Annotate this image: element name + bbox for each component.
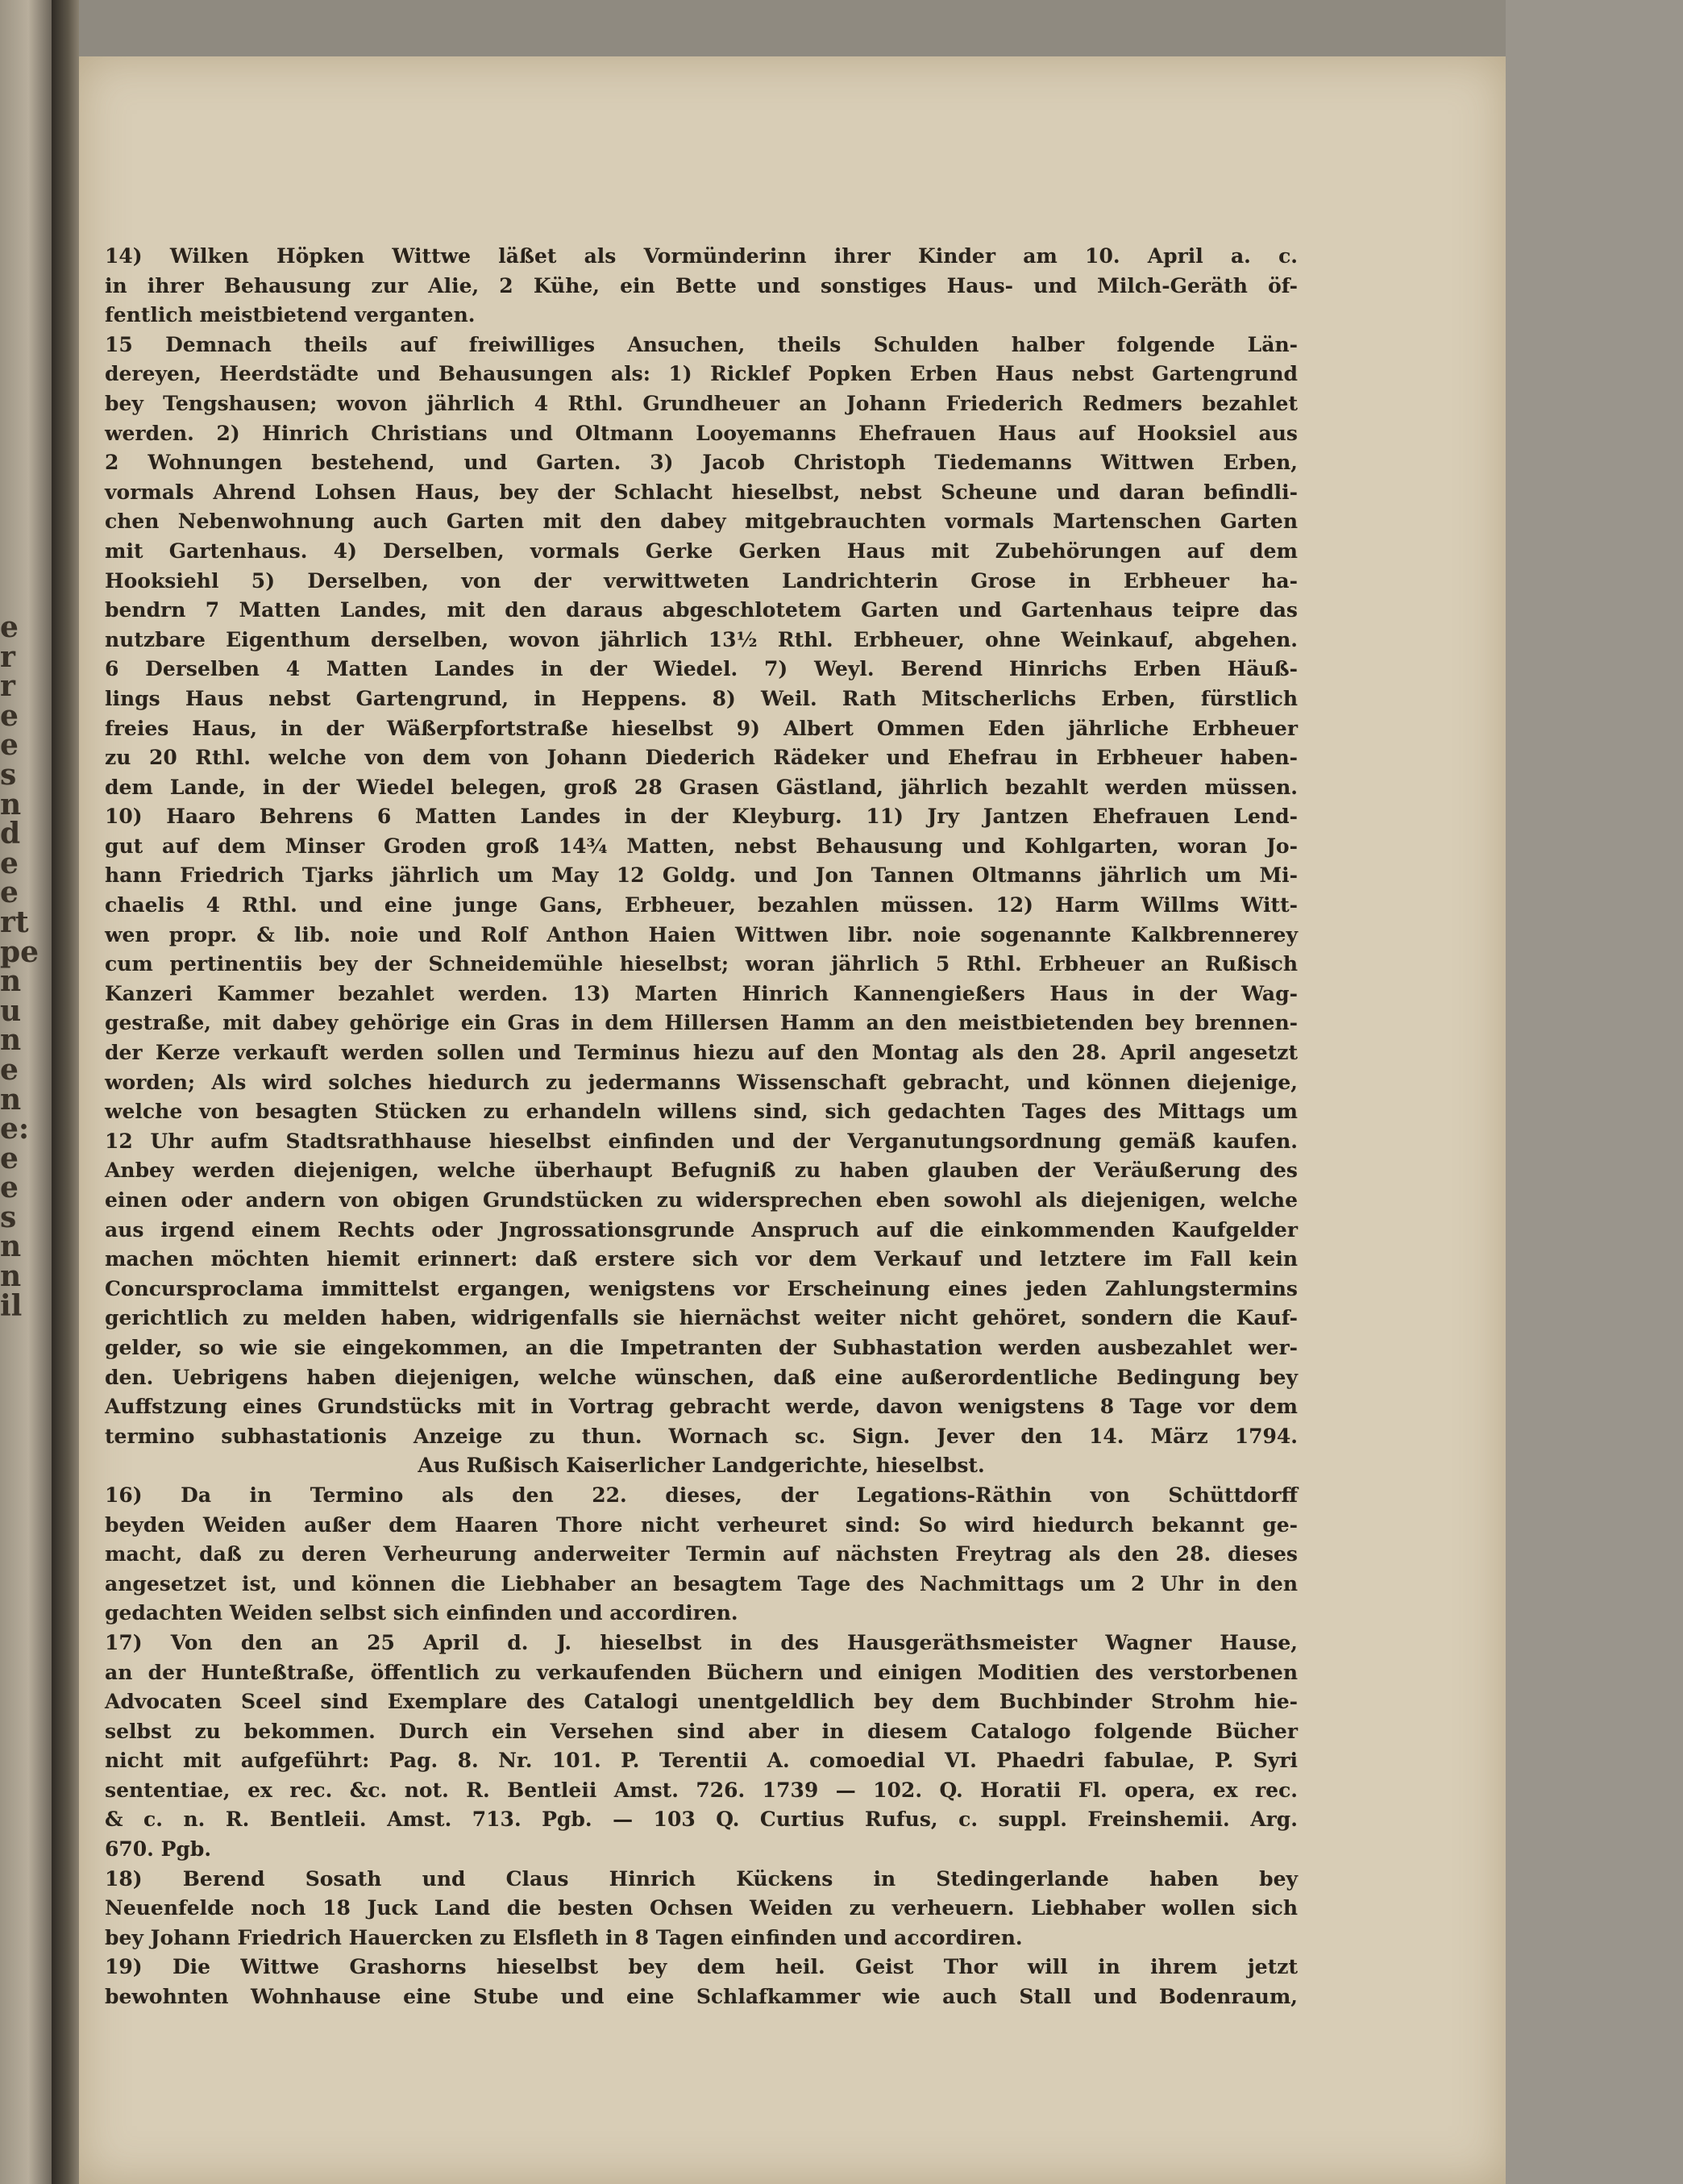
- text-line: 16) Da in Termino als den 22. dieses, der Legations-Räthin von Schüttdorff: [105, 1483, 1298, 1507]
- margin-fragment: e: [0, 1171, 19, 1205]
- text-line: 19) Die Wittwe Grashorns hieselbst bey dem heil. Geist Thor will in ihrem jetzt: [105, 1955, 1298, 1979]
- text-line: lings Haus nebst Gartengrund, in Heppens. 8) Weil. Rath Mitscherlichs Erben, fürstlich: [105, 686, 1298, 710]
- text-line: gestraße, mit dabey gehörige ein Gras in dem Hillersen Hamm an den meistbietenden bey brennen-: [105, 1011, 1298, 1035]
- margin-fragment: n: [0, 1082, 22, 1117]
- margin-fragment: n: [0, 964, 22, 999]
- text-line: einen oder andern von obigen Grundstücken zu widersprechen eben sowohl als diejenigen, welche: [105, 1188, 1298, 1212]
- text-line: 670. Pgb.: [105, 1837, 212, 1862]
- text-line: Concursproclama immittelst ergangen, wenigstens vor Erscheinung eines jeden Zahlungstermins: [105, 1276, 1298, 1300]
- text-line: beyden Weiden außer dem Haaren Thore nicht verheuret sind: So wird hiedurch bekannt ge-: [105, 1512, 1298, 1537]
- text-line: selbst zu bekommen. Durch ein Versehen sind aber in diesem Catalogo folgende Bücher: [105, 1719, 1298, 1743]
- text-line: den. Uebrigens haben diejenigen, welche wünschen, daß eine außerordentliche Bedingung bey: [105, 1365, 1298, 1389]
- text-line: 2 Wohnungen bestehend, und Garten. 3) Jacob Christoph Tiedemanns Wittwen Erben,: [105, 451, 1298, 475]
- text-line: Hooksiehl 5) Derselben, von der verwittweten Landrichterin Grose in Erbheuer ha-: [105, 568, 1298, 593]
- margin-fragment: r: [0, 639, 15, 674]
- margin-fragment: n: [0, 1023, 22, 1058]
- book-gutter: [52, 0, 79, 2184]
- margin-fragment: e: [0, 698, 19, 733]
- text-line: nicht mit aufgeführt: Pag. 8. Nr. 101. P. Terentii A. comoedial VI. Phaedri fabulae, P. Syri: [105, 1749, 1298, 1773]
- margin-fragment: rt: [0, 905, 29, 939]
- text-line: bendrn 7 Matten Landes, mit den daraus abgeschlotetem Garten und Gartenhaus teipre das: [105, 598, 1298, 622]
- text-line: aus irgend einem Rechts oder Jngrossationsgrunde Anspruch auf die einkommenden Kaufgelder: [105, 1217, 1298, 1242]
- margin-fragment: e:: [0, 1112, 30, 1146]
- margin-fragment: e: [0, 846, 19, 880]
- margin-fragment: u: [0, 993, 22, 1028]
- text-line: gut auf dem Minser Groden groß 14¾ Matten, nebst Behausung und Kohlgarten, woran Jo-: [105, 834, 1298, 858]
- text-line: 18) Berend Sosath und Claus Hinrich Kückens in Stedingerlande haben bey: [105, 1866, 1298, 1891]
- text-line: Auffstzung eines Grundstücks mit in Vortrag gebracht werde, davon wenigstens 8 Tage vor dem: [105, 1395, 1298, 1419]
- text-line: gerichtlich zu melden haben, widrigenfalls sie hiernächst weiter nicht gehöret, sondern die Kauf-: [105, 1306, 1298, 1330]
- text-line: nutzbare Eigenthum derselben, wovon jährlich 13½ Rthl. Erbheuer, ohne Weinkauf, abgehen.: [105, 627, 1298, 651]
- text-line: chaelis 4 Rthl. und eine junge Gans, Erbheuer, bezahlen müssen. 12) Harm Willms Witt-: [105, 893, 1298, 917]
- text-line: angesetzet ist, und können die Liebhaber an besagtem Tage des Nachmittags um 2 Uhr in den: [105, 1571, 1298, 1595]
- margin-fragment: s: [0, 1200, 17, 1234]
- text-line: termino subhastationis Anzeige zu thun. Wornach sc. Sign. Jever den 14. März 1794.: [105, 1424, 1298, 1448]
- text-line: bewohnten Wohnhause eine Stube und eine Schlafkammer wie auch Stall und Bodenraum,: [105, 1985, 1298, 2009]
- text-line: an der Hunteßtraße, öffentlich zu verkaufenden Büchern und einigen Moditien des verstorbenen: [105, 1660, 1298, 1684]
- text-line: welche von besagten Stücken zu erhandeln willens sind, sich gedachten Tages des Mittags um: [105, 1100, 1298, 1124]
- text-line: & c. n. R. Bentleii. Amst. 713. Pgb. — 103 Q. Curtius Rufus, c. suppl. Freinshemii. Arg.: [105, 1808, 1298, 1832]
- text-line: dem Lande, in der Wiedel belegen, groß 28 Grasen Gästland, jährlich bezahlt werden müssen.: [105, 775, 1298, 799]
- text-line: Aus Rußisch Kaiserlicher Landgerichte, hieselbst.: [418, 1454, 985, 1478]
- text-line: chen Nebenwohnung auch Garten mit den dabey mitgebrauchten vormals Martenschen Garten: [105, 510, 1298, 534]
- margin-fragment: r: [0, 669, 15, 704]
- text-line: wen propr. & lib. noie und Rolf Anthon Haien Wittwen libr. noie sogenannte Kalkbrennerey: [105, 922, 1298, 946]
- document-body: [105, 242, 1298, 2012]
- previous-page-fragments: [0, 610, 39, 1323]
- text-line: sententiae, ex rec. &c. not. R. Bentleii Amst. 726. 1739 — 102. Q. Horatii Fl. opera, ex rec.: [105, 1778, 1298, 1802]
- text-line: macht, daß zu deren Verheurung anderweiter Termin auf nächsten Freytrag als den 28. dieses: [105, 1542, 1298, 1566]
- margin-fragment: il: [0, 1288, 23, 1323]
- text-line: 14) Wilken Höpken Wittwe läßet als Vormünderinn ihrer Kinder am 10. April a. c.: [105, 244, 1298, 268]
- text-line: Neuenfelde noch 18 Juck Land die besten Ochsen Weiden zu verheuern. Liebhaber wollen sich: [105, 1896, 1298, 1920]
- text-line: 12 Uhr aufm Stadtsrathhause hieselbst einfinden und der Verganutungsordnung gemäß kaufen.: [105, 1129, 1298, 1153]
- text-line: in ihrer Behausung zur Alie, 2 Kühe, ein Bette und sonstiges Haus- und Milch-Geräth öf-: [105, 273, 1298, 297]
- margin-fragment: e: [0, 1052, 19, 1087]
- text-line: 10) Haaro Behrens 6 Matten Landes in der Kleyburg. 11) Jry Jantzen Ehefrauen Lend-: [105, 805, 1298, 829]
- margin-fragment: d: [0, 817, 21, 851]
- text-line: freies Haus, in der Wäßerpfortstraße hieselbst 9) Albert Ommen Eden jährliche Erbheuer: [105, 716, 1298, 740]
- text-line: mit Gartenhaus. 4) Derselben, vormals Gerke Gerken Haus mit Zubehörungen auf dem: [105, 539, 1298, 563]
- text-line: der Kerze verkauft werden sollen und Terminus hiezu auf den Montag als den 28. April angesetzt: [105, 1041, 1298, 1065]
- margin-fragment: n: [0, 1229, 22, 1264]
- text-line: werden. 2) Hinrich Christians und Oltmann Looyemanns Ehefrauen Haus auf Hooksiel aus: [105, 421, 1298, 445]
- text-line: bey Tengshausen; wovon jährlich 4 Rthl. Grundheuer an Johann Friederich Redmers bezahlet: [105, 391, 1298, 415]
- margin-fragment: e: [0, 1141, 19, 1175]
- margin-fragment: n: [0, 1259, 22, 1294]
- background-board: [1506, 0, 1683, 2184]
- margin-fragment: pe: [0, 934, 39, 969]
- text-line: bey Johann Friedrich Hauercken zu Elsfleth in 8 Tagen einfinden und accordiren.: [105, 1925, 1023, 1949]
- text-line: gedachten Weiden selbst sich einfinden und accordiren.: [105, 1601, 738, 1625]
- text-line: cum pertinentiis bey der Schneidemühle hieselbst; woran jährlich 5 Rthl. Erbheuer an Rußisch: [105, 952, 1298, 976]
- text-line: hann Friedrich Tjarks jährlich um May 12 Goldg. und Jon Tannen Oltmanns jährlich um Mi-: [105, 863, 1298, 888]
- margin-fragment: e: [0, 728, 19, 763]
- margin-fragment: s: [0, 757, 17, 792]
- page-sheet: [79, 56, 1506, 2184]
- text-line: gelder, so wie sie eingekommen, an die Impetranten der Subhastation werden ausbezahlet wer-: [105, 1335, 1298, 1359]
- margin-fragment: n: [0, 787, 22, 822]
- text-line: worden; Als wird solches hiedurch zu jedermanns Wissenschaft gebracht, und können diejenige,: [105, 1070, 1298, 1094]
- previous-page-edge: [0, 0, 52, 2184]
- text-line: Advocaten Sceel sind Exemplare des Catalogi unentgeldlich bey dem Buchbinder Strohm hie-: [105, 1690, 1298, 1714]
- text-line: zu 20 Rthl. welche von dem von Johann Diederich Rädeker und Ehefrau in Erbheuer haben-: [105, 746, 1298, 770]
- text-line: fentlich meistbietend verganten.: [105, 303, 476, 327]
- text-line: 6 Derselben 4 Matten Landes in der Wiedel. 7) Weyl. Berend Hinrichs Erben Häuß-: [105, 657, 1298, 681]
- margin-fragment: e: [0, 876, 19, 910]
- text-line: dereyen, Heerdstädte und Behausungen als: 1) Ricklef Popken Erben Haus nebst Gartengrund: [105, 362, 1298, 386]
- text-line: vormals Ahrend Lohsen Haus, bey der Schlacht hieselbst, nebst Scheune und daran befindli-: [105, 480, 1298, 504]
- text-line: machen möchten hiemit erinnert: daß erstere sich vor dem Verkauf und letztere im Fall kein: [105, 1247, 1298, 1271]
- text-line: Kanzeri Kammer bezahlet werden. 13) Marten Hinrich Kannengießers Haus in der Wag-: [105, 981, 1298, 1005]
- margin-fragment: e: [0, 610, 19, 644]
- text-line: Anbey werden diejenigen, welche überhaupt Befugniß zu haben glauben der Veräußerung des: [105, 1159, 1298, 1183]
- text-line: 17) Von den an 25 April d. J. hieselbst in des Hausgeräthsmeister Wagner Hause,: [105, 1630, 1298, 1654]
- text-line: 15 Demnach theils auf freiwilliges Ansuchen, theils Schulden halber folgende Län-: [105, 332, 1298, 356]
